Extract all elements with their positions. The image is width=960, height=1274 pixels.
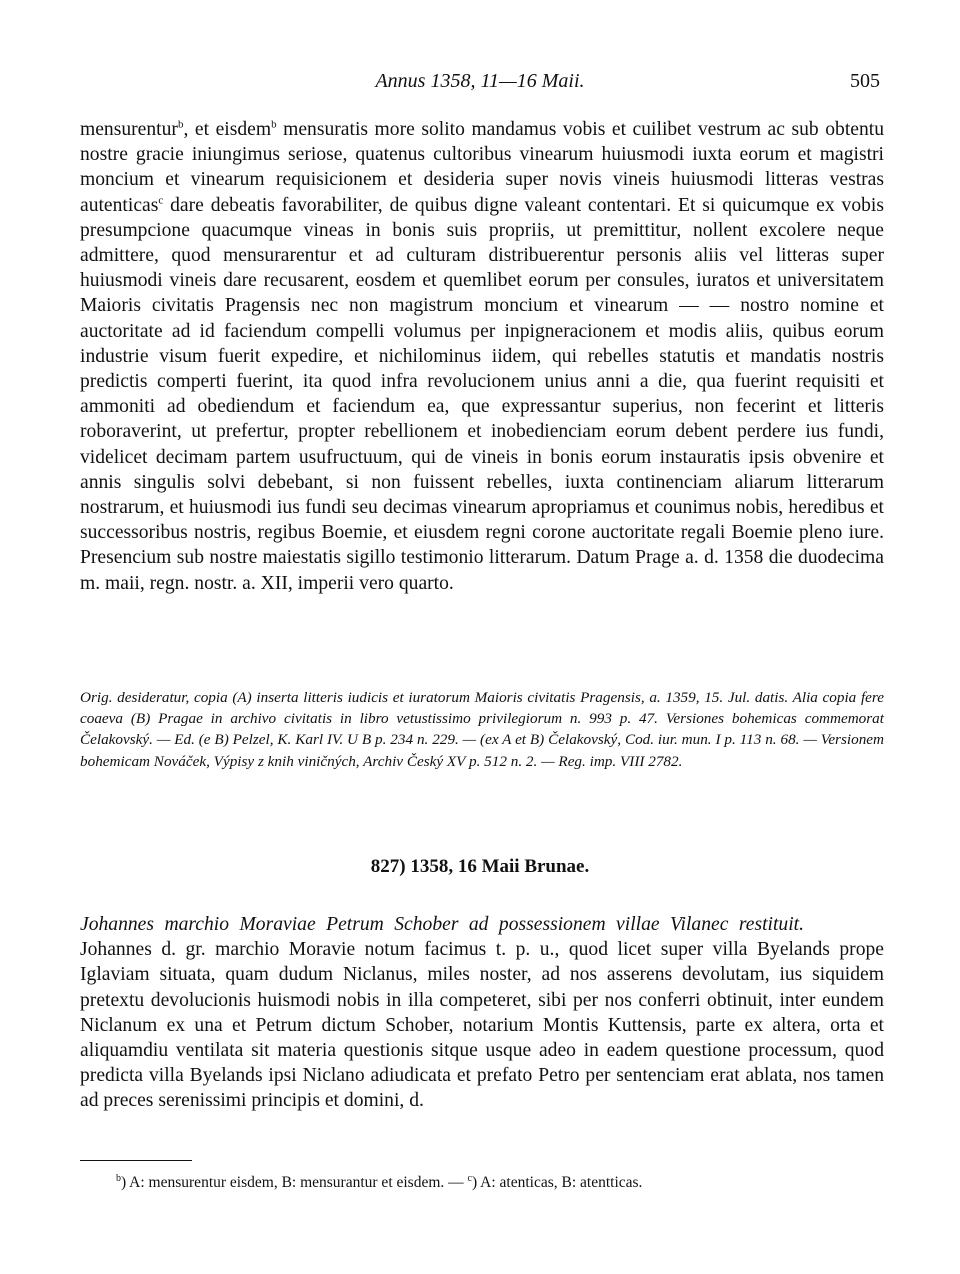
footnote-marker-b: b: [271, 118, 277, 131]
main-text-segment: dare debeatis favorabiliter, de quibus digne valeant contentari. Et si quicumque ex vobis presumpcione quacumque vineas in bonis suis propriis, ut premittitur, nollent excolere neque admittere, quod mensurarentur et ad culturam distribuerentur personis aliis vel litteras super huiusmodi vineis dare recusarent, eosdem et quemlibet eorum per consules, iuratos et universitatem Maioris civitatis Pragensis nec non magistrum moncium et vinearum — — nostro nomine et auctoritate ad id faciendum compelli volumus per inpigneracionem et modis aliis, quibus eorum industrie visum fuerit expedire, et nichilominus iidem, qui rebelles statutis et mandatis nostris predictis comperti fuerint, ita quod infra revolucionem unius anni a die, qua fuerint requisiti et ammoniti ad obediendum et faciendum ea, que expressantur superius, non fecerint et litteris roboraverint, ut prefertur, propter rebellionem et inobedienciam eorum debent perdere ius fundi, videlicet decimam partem usufructuum, qui de vineis in bonis eorum instauratis ipsis obvenire et annis singulis solvi debebant, si non fuissent rebelles, iuxta continenciam aliarum litterarum nostrarum, et huiusmodi ius fundi seu decimas vinearum apropriamus et counimus nobis, heredibus et successoribus nostris, regibus Boemie, et eiusdem regni corone auctoritate regali Boemie pleno iure. Presencium sub nostre maiestatis sigillo testimonio litterarum. Datum Prage a. d. 1358 die duodecima m. maii, regn. nostr. a. XII, imperii vero quarto.: [80, 194, 884, 594]
footnote-divider: [80, 1160, 192, 1161]
footnote-marker-b: b: [177, 118, 184, 131]
running-title: Annus 1358, 11—16 Maii.: [375, 70, 585, 92]
main-text-segment: mensurentur: [80, 119, 178, 140]
footnote-marker-b: b: [116, 1173, 121, 1184]
document-paragraph: [80, 912, 884, 1114]
main-text-segment: , et eisdem: [183, 119, 272, 140]
document-text: Johannes d. gr. marchio Moravie notum facimus t. p. u., quod licet super villa Byelands prope Iglaviam situata, quam dudum Niclanus, miles noster, ad nos asserens devolutam, ius siquidem pretextu devolucionis huismodi nobis in illa competeret, sibi per nos conferri obtinuit, inter eundem Niclanum ex una et Petrum dictum Schober, notarium Montis Kuttensis, parte ex altera, orta et aliquamdiu ventilata sit materia questionis sitque usque adeo in eadem questione processum, quod predicta villa Byelands ipsi Niclano adiudicata et prefato Petro per sentenciam erat ablata, nos tamen ad preces serenissimi principis et domini, d.: [80, 939, 884, 1112]
page-header: [80, 70, 880, 100]
footnote-marker-c: c: [158, 194, 164, 207]
main-text-paragraph: [80, 117, 884, 596]
document-heading: 827) 1358, 16 Maii Brunae.: [370, 856, 590, 877]
page-number: 505: [850, 70, 880, 92]
source-note: Orig. desideratur, copia (A) inserta litteris iudicis et iuratorum Maioris civitatis Pragensis, a. 1359, 15. Jul. datis. Alia copia fere coaeva (B) Pragae in archivo civitatis in libro vetustissimo privilegiorum n. 993 p. 47. Versiones bohemicas commemorat Čelakovský. — Ed. (e B) Pelzel, K. Karl IV. U B p. 234 n. 229. — (ex A et B) Čelakovský, Cod. iur. mun. I p. 113 n. 68. — Versionem bohemicam Nováček, Výpisy z knih viničných, Archiv Český XV p. 512 n. 2. — Reg. imp. VIII 2782.: [80, 689, 884, 770]
footnote-b-text: ) A: mensurentur eisdem, B: mensurantur et eisdem. —: [121, 1174, 468, 1192]
main-text-segment: mensuratis more solito mandamus vobis et cuilibet vestrum ac sub obtentu nostre gracie iniungimus seriose, quatenus cultoribus vinearum huiusmodi iuxta eorum et magistri moncium et vinearum requisicionem et desideria super novis vineis huiusmodi litteras vestras autenticas: [80, 119, 884, 216]
document-regest: Johannes marchio Moraviae Petrum Schober ad possessionem villae Vilanec restituit.: [80, 914, 804, 935]
footnotes: [116, 1168, 896, 1194]
footnote-marker-c: c: [467, 1173, 472, 1184]
footnote-c-text: ) A: atenticas, B: atentticas.: [471, 1174, 643, 1192]
